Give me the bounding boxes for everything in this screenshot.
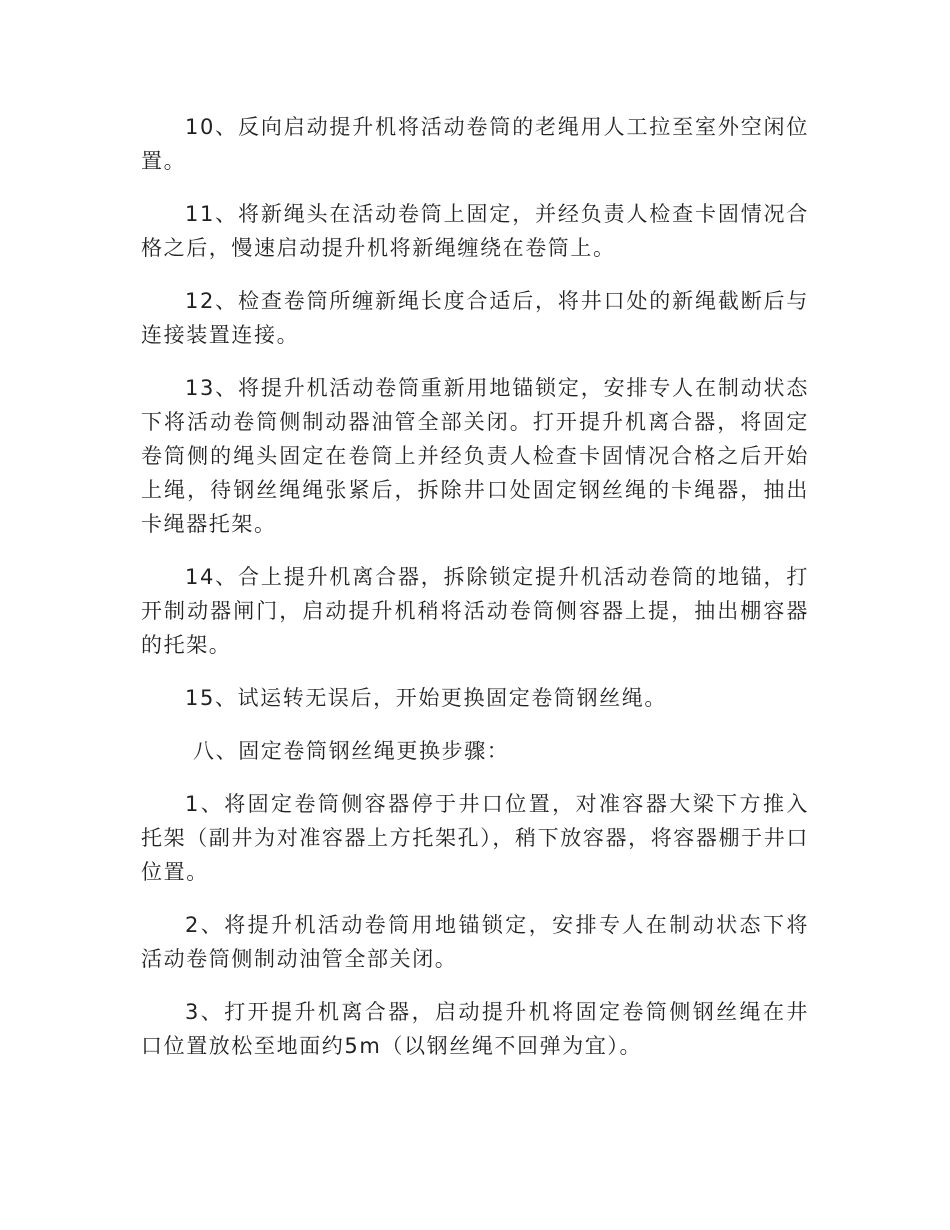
paragraph-step-13: 13、将提升机活动卷筒重新用地锚锁定，安排专人在制动状态下将活动卷筒侧制动器油管全部关闭。打开提升机离合器，将固定卷筒侧的绳头固定在卷筒上并经负责人检查卡固情况合格之后开始上绳，待钢丝绳绳张紧后，拆除井口处固定钢丝绳的卡绳器，抽出卡绳器托架。	[141, 376, 809, 536]
paragraph-step-12: 12、检查卷筒所缠新绳长度合适后，将井口处的新绳截断后与连接装置连接。	[141, 289, 809, 347]
section-heading: 八、固定卷筒钢丝绳更换步骤：	[193, 739, 510, 763]
paragraph-step-14: 14、合上提升机离合器，拆除锁定提升机活动卷筒的地锚，打开制动器闸门，启动提升机稍将活动卷筒侧容器上提，抽出棚容器的托架。	[141, 565, 809, 657]
paragraph-step-15: 15、试运转无误后，开始更换固定卷筒钢丝绳。	[185, 686, 667, 710]
paragraph-step-10: 10、反向启动提升机将活动卷筒的老绳用人工拉至室外空闲位置。	[141, 115, 809, 173]
document-body	[141, 110, 809, 1082]
paragraph-step-11: 11、将新绳头在活动卷筒上固定，并经负责人检查卡固情况合格之后，慢速启动提升机将新绳缠绕在卷筒上。	[141, 202, 809, 260]
section-paragraph-step-3: 3、打开提升机离合器，启动提升机将固定卷筒侧钢丝绳在井口位置放松至地面约5m（以钢丝绳不回弹为宜）。	[141, 1000, 809, 1058]
section-paragraph-step-1: 1、将固定卷筒侧容器停于井口位置，对准容器大梁下方推入托架（副井为对准容器上方托架孔），稍下放容器，将容器棚于井口位置。	[141, 792, 809, 884]
section-paragraph-step-2: 2、将提升机活动卷筒用地锚锁定，安排专人在制动状态下将活动卷筒侧制动油管全部关闭。	[141, 913, 809, 971]
